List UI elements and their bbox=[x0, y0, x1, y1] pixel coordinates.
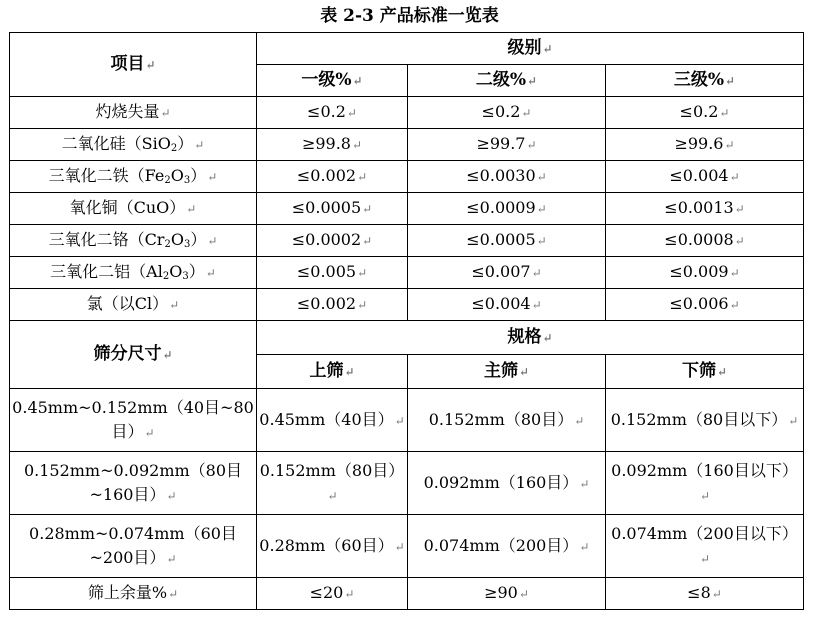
return-mark-icon: ↵ bbox=[166, 551, 177, 566]
table-cell bbox=[408, 452, 606, 515]
table-cell bbox=[606, 257, 804, 289]
cell-text: ≤0.2 bbox=[307, 102, 346, 121]
table-cell bbox=[606, 161, 804, 193]
cell-text: 氧化铜（CuO） bbox=[69, 198, 186, 217]
table-cell bbox=[257, 389, 408, 452]
return-mark-icon: ↵ bbox=[699, 551, 711, 566]
row-label bbox=[10, 225, 257, 257]
cell-text: ≤0.0005 bbox=[291, 198, 362, 217]
cell-text: ≤0.0013 bbox=[664, 198, 734, 217]
table-row bbox=[10, 321, 804, 355]
cell-text: ≥99.8 bbox=[301, 134, 351, 153]
table-row bbox=[10, 33, 804, 65]
cell-text: ≤0.0008 bbox=[664, 230, 734, 249]
cell-text: ≥99.7 bbox=[476, 134, 526, 153]
cell-text: ≤0.007 bbox=[471, 262, 531, 281]
return-mark-icon: ↵ bbox=[144, 425, 155, 440]
cell-text: ≤0.002 bbox=[296, 294, 357, 313]
return-mark-icon: ↵ bbox=[521, 106, 532, 120]
table-row bbox=[10, 452, 804, 515]
header-grade-2 bbox=[408, 65, 606, 97]
table-cell bbox=[606, 225, 804, 257]
return-mark-icon: ↵ bbox=[716, 365, 728, 379]
table-cell bbox=[606, 452, 804, 515]
table-cell bbox=[257, 225, 408, 257]
return-mark-icon: ↵ bbox=[542, 331, 553, 345]
cell-text: 0.45mm~0.152mm（40目~80目） bbox=[12, 397, 254, 441]
header-grade-1 bbox=[257, 65, 408, 97]
cell-text: 0.152mm（80目） bbox=[428, 409, 574, 429]
cell-text: 下筛 bbox=[681, 361, 716, 381]
cell-text: ≤0.004 bbox=[669, 166, 729, 185]
table-cell bbox=[257, 452, 408, 515]
return-mark-icon: ↵ bbox=[725, 74, 736, 88]
return-mark-icon: ↵ bbox=[724, 138, 735, 152]
return-mark-icon: ↵ bbox=[346, 106, 357, 120]
return-mark-icon: ↵ bbox=[166, 488, 177, 503]
table-row bbox=[10, 193, 804, 225]
cell-text: 一级% bbox=[301, 70, 352, 90]
table-cell bbox=[257, 578, 408, 610]
cell-text: 0.074mm（200目以下） bbox=[611, 523, 798, 543]
cell-text: ≤0.004 bbox=[471, 294, 531, 313]
table-cell bbox=[408, 289, 606, 321]
return-mark-icon: ↵ bbox=[194, 138, 205, 152]
cell-text: 0.092mm（160目） bbox=[423, 472, 579, 492]
table-cell bbox=[408, 515, 606, 578]
cell-text: ≥99.6 bbox=[674, 134, 724, 153]
cell-text: 0.152mm（80目以下） bbox=[610, 409, 788, 429]
cell-text: 0.152mm（80目） bbox=[259, 460, 405, 480]
table-cell bbox=[257, 515, 408, 578]
table-row bbox=[10, 97, 804, 129]
return-mark-icon: ↵ bbox=[394, 413, 405, 428]
row-label bbox=[10, 289, 257, 321]
return-mark-icon: ↵ bbox=[536, 234, 547, 248]
table-cell bbox=[606, 515, 804, 578]
table-row bbox=[10, 389, 804, 452]
header-sieve-3 bbox=[606, 355, 804, 389]
return-mark-icon: ↵ bbox=[579, 476, 590, 491]
table-cell bbox=[257, 289, 408, 321]
cell-text: ≤0.0005 bbox=[466, 230, 536, 249]
cell-text: ≥90 bbox=[484, 583, 518, 602]
row-label bbox=[10, 193, 257, 225]
table-row bbox=[10, 289, 804, 321]
header-grade-3 bbox=[606, 65, 804, 97]
header-sieve-2 bbox=[408, 355, 606, 389]
return-mark-icon: ↵ bbox=[207, 234, 218, 248]
table-cell bbox=[257, 161, 408, 193]
cell-text: 规格 bbox=[507, 327, 542, 347]
return-mark-icon: ↵ bbox=[362, 202, 373, 216]
return-mark-icon: ↵ bbox=[344, 587, 355, 601]
cell-text: 主筛 bbox=[483, 361, 518, 381]
header-sieve-size bbox=[10, 321, 257, 389]
return-mark-icon: ↵ bbox=[729, 266, 740, 280]
return-mark-icon: ↵ bbox=[168, 587, 179, 601]
return-mark-icon: ↵ bbox=[734, 234, 745, 248]
cell-text: ≤0.006 bbox=[669, 294, 729, 313]
cell-text: 项目 bbox=[110, 54, 145, 74]
table-row bbox=[10, 578, 804, 610]
table-cell bbox=[408, 129, 606, 161]
return-mark-icon: ↵ bbox=[542, 42, 553, 56]
return-mark-icon: ↵ bbox=[357, 170, 368, 184]
return-mark-icon: ↵ bbox=[394, 539, 405, 554]
table-row bbox=[10, 515, 804, 578]
return-mark-icon: ↵ bbox=[160, 106, 171, 120]
return-mark-icon: ↵ bbox=[357, 298, 368, 312]
table-cell bbox=[257, 193, 408, 225]
cell-text: 筛分尺寸 bbox=[93, 344, 162, 364]
return-mark-icon: ↵ bbox=[186, 202, 197, 216]
table-cell bbox=[257, 97, 408, 129]
cell-text: 二级% bbox=[475, 70, 527, 90]
return-mark-icon: ↵ bbox=[531, 298, 542, 312]
table-row bbox=[10, 161, 804, 193]
cell-text: ≤0.2 bbox=[679, 102, 719, 121]
return-mark-icon: ↵ bbox=[327, 488, 338, 503]
cell-text: ≤0.0030 bbox=[466, 166, 536, 185]
return-mark-icon: ↵ bbox=[351, 138, 363, 152]
cell-text: ≤8 bbox=[687, 583, 711, 602]
cell-text: ≤0.002 bbox=[296, 166, 357, 185]
table-cell bbox=[606, 578, 804, 610]
return-mark-icon: ↵ bbox=[344, 365, 355, 379]
table-cell bbox=[606, 289, 804, 321]
cell-text: 0.152mm~0.092mm（80目~160目） bbox=[23, 460, 243, 504]
return-mark-icon: ↵ bbox=[788, 413, 799, 428]
return-mark-icon: ↵ bbox=[526, 138, 537, 152]
row-label bbox=[10, 257, 257, 289]
cell-text: 三氧化二铁$(Fe_2O_3)$ bbox=[48, 166, 207, 186]
product-standard-table bbox=[9, 32, 804, 610]
header-item bbox=[10, 33, 257, 97]
return-mark-icon: ↵ bbox=[362, 234, 373, 248]
return-mark-icon: ↵ bbox=[536, 202, 547, 216]
return-mark-icon: ↵ bbox=[205, 266, 216, 280]
return-mark-icon: ↵ bbox=[734, 202, 745, 216]
return-mark-icon: ↵ bbox=[352, 74, 363, 88]
return-mark-icon: ↵ bbox=[527, 74, 538, 88]
table-cell bbox=[408, 578, 606, 610]
return-mark-icon: ↵ bbox=[518, 587, 529, 601]
row-label bbox=[10, 97, 257, 129]
cell-text: 0.28mm（60目） bbox=[259, 535, 394, 555]
cell-text: 0.074mm（200目） bbox=[423, 535, 579, 555]
table-cell bbox=[408, 225, 606, 257]
table-cell bbox=[408, 193, 606, 225]
return-mark-icon: ↵ bbox=[207, 170, 218, 184]
cell-text: ≤0.0002 bbox=[291, 230, 362, 249]
cell-text: ≤20 bbox=[309, 583, 344, 602]
cell-text: ≤0.005 bbox=[296, 262, 357, 281]
row-label bbox=[10, 129, 257, 161]
return-mark-icon: ↵ bbox=[574, 413, 585, 428]
table-cell bbox=[408, 161, 606, 193]
cell-text: 氯（以Cl） bbox=[86, 294, 169, 313]
table-caption: 表 2-3 产品标准一览表 bbox=[320, 6, 499, 26]
table-cell bbox=[606, 129, 804, 161]
cell-text: 灼烧失量 bbox=[95, 102, 160, 121]
table-cell bbox=[606, 193, 804, 225]
return-mark-icon: ↵ bbox=[729, 298, 740, 312]
table-cell bbox=[408, 389, 606, 452]
table-row bbox=[10, 225, 804, 257]
header-grade bbox=[257, 33, 804, 65]
cell-text: 级别 bbox=[507, 38, 542, 58]
cell-text: 0.45mm（40目） bbox=[259, 409, 394, 429]
table-row bbox=[10, 257, 804, 289]
return-mark-icon: ↵ bbox=[162, 348, 173, 362]
table-cell bbox=[606, 97, 804, 129]
row-label bbox=[10, 578, 257, 610]
row-label bbox=[10, 161, 257, 193]
return-mark-icon: ↵ bbox=[579, 539, 590, 554]
cell-text: 三氧化二铝$(Al_2O_3)$ bbox=[50, 262, 205, 282]
cell-text: 上筛 bbox=[309, 361, 344, 381]
table-cell bbox=[257, 129, 408, 161]
return-mark-icon: ↵ bbox=[719, 106, 730, 120]
table-cell bbox=[257, 257, 408, 289]
cell-text: ≤0.0009 bbox=[466, 198, 536, 217]
cell-text: 0.092mm（160目以下） bbox=[611, 460, 798, 480]
cell-text: 0.28mm~0.074mm（60目~200目） bbox=[29, 523, 237, 567]
header-sieve-1 bbox=[257, 355, 408, 389]
return-mark-icon: ↵ bbox=[145, 58, 156, 72]
cell-text: 筛上余量% bbox=[87, 583, 168, 602]
row-label bbox=[10, 389, 257, 452]
cell-text: ≤0.009 bbox=[669, 262, 729, 281]
header-spec bbox=[257, 321, 804, 355]
table-cell bbox=[408, 257, 606, 289]
cell-text: 二氧化硅（SiO$_2$） bbox=[61, 134, 194, 154]
return-mark-icon: ↵ bbox=[536, 170, 547, 184]
row-label bbox=[10, 452, 257, 515]
row-label bbox=[10, 515, 257, 578]
cell-text: 三氧化二铬$(Cr_2O_3)$ bbox=[48, 230, 207, 250]
table-cell bbox=[408, 97, 606, 129]
return-mark-icon: ↵ bbox=[699, 488, 711, 503]
table-row bbox=[10, 129, 804, 161]
cell-text: ≤0.2 bbox=[481, 102, 521, 121]
return-mark-icon: ↵ bbox=[729, 170, 740, 184]
return-mark-icon: ↵ bbox=[518, 365, 530, 379]
table-cell bbox=[606, 389, 804, 452]
return-mark-icon: ↵ bbox=[711, 587, 722, 601]
return-mark-icon: ↵ bbox=[169, 298, 180, 312]
return-mark-icon: ↵ bbox=[357, 266, 368, 280]
cell-text: 三级% bbox=[673, 70, 725, 90]
return-mark-icon: ↵ bbox=[531, 266, 542, 280]
